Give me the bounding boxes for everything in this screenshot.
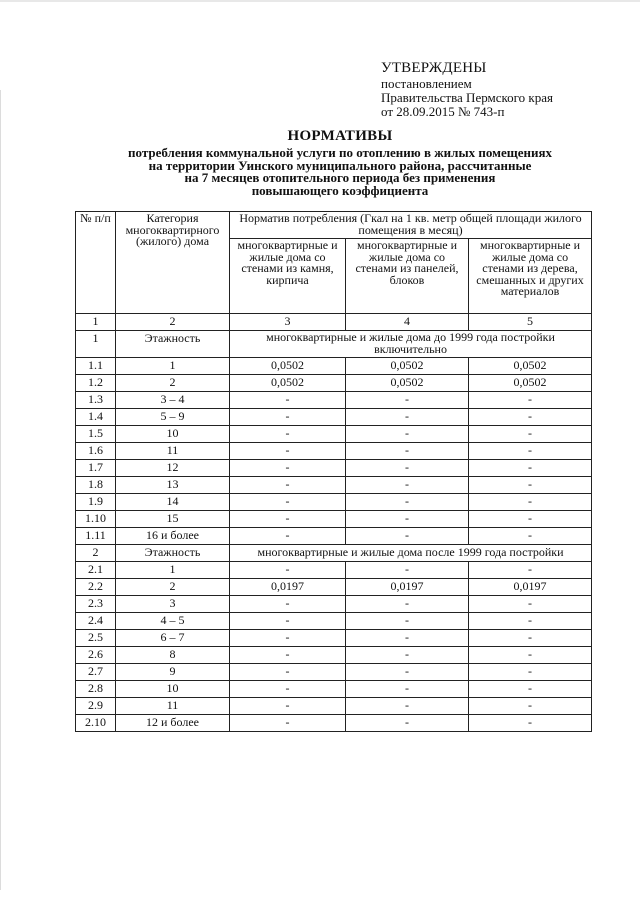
row-value-panel: -: [346, 426, 469, 443]
table-row: [76, 460, 592, 477]
row-num: 1.5: [76, 426, 116, 443]
row-value-wood: 0,0502: [469, 358, 592, 375]
row-value-stone: -: [230, 562, 346, 579]
table-row: [76, 579, 592, 596]
row-value-stone: -: [230, 647, 346, 664]
section-header-row: [76, 545, 592, 562]
row-value-wood: -: [469, 392, 592, 409]
header-category: Категория многоквартирного (жилого) дома: [116, 212, 230, 314]
row-value-wood: -: [469, 647, 592, 664]
row-value-wood: -: [469, 477, 592, 494]
header-num: № п/п: [76, 212, 116, 314]
row-value-panel: -: [346, 715, 469, 732]
norms-table-body: [76, 212, 592, 732]
row-value-panel: -: [346, 681, 469, 698]
table-row: [76, 630, 592, 647]
row-floors: 8: [116, 647, 230, 664]
row-value-wood: -: [469, 460, 592, 477]
row-num: 1.6: [76, 443, 116, 460]
table-row: [76, 664, 592, 681]
table-row: [76, 494, 592, 511]
row-value-stone: -: [230, 511, 346, 528]
row-value-wood: -: [469, 426, 592, 443]
section-header-row: [76, 331, 592, 358]
row-floors: 9: [116, 664, 230, 681]
table-row: [76, 409, 592, 426]
row-num: 2.6: [76, 647, 116, 664]
row-num: 2.9: [76, 698, 116, 715]
row-floors: 14: [116, 494, 230, 511]
row-value-wood: -: [469, 409, 592, 426]
row-floors: 13: [116, 477, 230, 494]
row-value-panel: -: [346, 647, 469, 664]
row-floors: 16 и более: [116, 528, 230, 545]
column-number: 2: [116, 314, 230, 331]
section-label: Этажность: [116, 331, 230, 358]
table-row: [76, 375, 592, 392]
row-value-stone: -: [230, 664, 346, 681]
row-value-stone: 0,0502: [230, 358, 346, 375]
row-floors: 5 – 9: [116, 409, 230, 426]
row-value-panel: -: [346, 562, 469, 579]
table-row: [76, 681, 592, 698]
table-row: [76, 511, 592, 528]
document-title: НОРМАТИВЫ: [287, 128, 393, 144]
row-value-stone: -: [230, 528, 346, 545]
section-title: многоквартирные и жилые дома до 1999 года постройки включительно: [230, 331, 592, 358]
row-floors: 1: [116, 358, 230, 375]
row-value-panel: -: [346, 392, 469, 409]
document-subtitle: [70, 147, 610, 197]
header-col3: многоквартирные и жилые дома со стенами из камня, кирпича: [230, 239, 346, 314]
column-number: 1: [76, 314, 116, 331]
table-row: [76, 613, 592, 630]
scan-left-edge: [0, 90, 1, 890]
row-num: 1.2: [76, 375, 116, 392]
table-row: [76, 715, 592, 732]
row-floors: 11: [116, 698, 230, 715]
row-value-panel: -: [346, 511, 469, 528]
row-value-stone: -: [230, 426, 346, 443]
header-col5: многоквартирные и жилые дома со стенами из дерева, смешанных и других материалов: [469, 239, 592, 314]
table-row: [76, 426, 592, 443]
row-num: 2.4: [76, 613, 116, 630]
row-value-stone: -: [230, 477, 346, 494]
subtitle-line: на территории Уинского муниципального района, рассчитанные: [148, 157, 532, 173]
row-floors: 1: [116, 562, 230, 579]
table-row: [76, 443, 592, 460]
row-floors: 12 и более: [116, 715, 230, 732]
row-value-stone: -: [230, 494, 346, 511]
row-value-panel: -: [346, 630, 469, 647]
row-value-stone: -: [230, 681, 346, 698]
row-value-panel: -: [346, 460, 469, 477]
row-value-stone: -: [230, 630, 346, 647]
row-value-panel: -: [346, 409, 469, 426]
subtitle-line: на 7 месяцев отопительного периода без применения: [184, 170, 496, 185]
row-floors: 4 – 5: [116, 613, 230, 630]
row-value-wood: -: [469, 681, 592, 698]
row-value-wood: -: [469, 443, 592, 460]
row-value-panel: -: [346, 494, 469, 511]
row-value-panel: 0,0502: [346, 375, 469, 392]
row-value-stone: -: [230, 698, 346, 715]
subtitle-line: потребления коммунальной услуги по отоплению в жилых помещениях: [128, 145, 552, 160]
row-value-wood: -: [469, 613, 592, 630]
row-value-wood: 0,0197: [469, 579, 592, 596]
row-floors: 12: [116, 460, 230, 477]
row-num: 2.10: [76, 715, 116, 732]
row-floors: 2: [116, 375, 230, 392]
table-row: [76, 392, 592, 409]
row-floors: 10: [116, 426, 230, 443]
header-norm: Норматив потребления (Гкал на 1 кв. метр общей площади жилого помещения в месяц): [230, 212, 592, 239]
row-value-stone: -: [230, 613, 346, 630]
row-num: 1.10: [76, 511, 116, 528]
table-row: [76, 698, 592, 715]
row-value-wood: -: [469, 630, 592, 647]
row-num: 1.7: [76, 460, 116, 477]
row-floors: 6 – 7: [116, 630, 230, 647]
row-num: 1.4: [76, 409, 116, 426]
row-value-stone: -: [230, 409, 346, 426]
row-num: 2.7: [76, 664, 116, 681]
row-value-wood: -: [469, 494, 592, 511]
row-value-wood: -: [469, 511, 592, 528]
table-row: [76, 528, 592, 545]
row-value-wood: -: [469, 664, 592, 681]
column-number-row: [76, 314, 592, 331]
table-row: [76, 358, 592, 375]
section-label: Этажность: [116, 545, 230, 562]
scan-top-edge: [0, 0, 640, 2]
row-num: 1.1: [76, 358, 116, 375]
row-num: 2.8: [76, 681, 116, 698]
row-floors: 2: [116, 579, 230, 596]
column-number: 5: [469, 314, 592, 331]
row-value-stone: -: [230, 715, 346, 732]
approval-heading: УТВЕРЖДЕНЫ: [381, 60, 487, 76]
row-num: 1.9: [76, 494, 116, 511]
row-floors: 15: [116, 511, 230, 528]
row-num: 2.3: [76, 596, 116, 613]
row-value-wood: -: [469, 528, 592, 545]
table-row: [76, 596, 592, 613]
section-num: 1: [76, 331, 116, 358]
approval-line: постановлением: [381, 76, 472, 91]
approval-line: Правительства Пермского края: [381, 90, 553, 105]
row-value-stone: 0,0197: [230, 579, 346, 596]
row-value-panel: -: [346, 698, 469, 715]
section-title: многоквартирные и жилые дома после 1999 года постройки: [230, 545, 592, 562]
table-row: [76, 562, 592, 579]
row-floors: 3 – 4: [116, 392, 230, 409]
row-value-wood: -: [469, 715, 592, 732]
row-value-wood: 0,0502: [469, 375, 592, 392]
section-num: 2: [76, 545, 116, 562]
row-value-stone: -: [230, 460, 346, 477]
header-col4: многоквартирные и жилые дома со стенами из панелей, блоков: [346, 239, 469, 314]
row-value-wood: -: [469, 698, 592, 715]
approval-line: от 28.09.2015 № 743-п: [381, 104, 505, 119]
column-number: 3: [230, 314, 346, 331]
row-value-stone: -: [230, 392, 346, 409]
row-num: 1.3: [76, 392, 116, 409]
row-value-panel: -: [346, 528, 469, 545]
table-row: [76, 647, 592, 664]
row-value-panel: -: [346, 477, 469, 494]
row-value-stone: -: [230, 443, 346, 460]
row-num: 2.5: [76, 630, 116, 647]
table-row: [76, 477, 592, 494]
subtitle-line: повышающего коэффициента: [251, 182, 429, 198]
approval-stamp: [381, 60, 553, 119]
row-value-panel: 0,0197: [346, 579, 469, 596]
row-value-panel: 0,0502: [346, 358, 469, 375]
row-floors: 11: [116, 443, 230, 460]
row-num: 2.2: [76, 579, 116, 596]
table-header-row: [76, 212, 592, 239]
row-num: 1.11: [76, 528, 116, 545]
row-value-panel: -: [346, 613, 469, 630]
row-floors: 10: [116, 681, 230, 698]
row-value-stone: 0,0502: [230, 375, 346, 392]
row-value-wood: -: [469, 562, 592, 579]
row-floors: 3: [116, 596, 230, 613]
row-num: 2.1: [76, 562, 116, 579]
row-num: 1.8: [76, 477, 116, 494]
norms-table: [75, 211, 592, 732]
column-number: 4: [346, 314, 469, 331]
row-value-stone: -: [230, 596, 346, 613]
row-value-panel: -: [346, 664, 469, 681]
row-value-panel: -: [346, 596, 469, 613]
row-value-wood: -: [469, 596, 592, 613]
row-value-panel: -: [346, 443, 469, 460]
